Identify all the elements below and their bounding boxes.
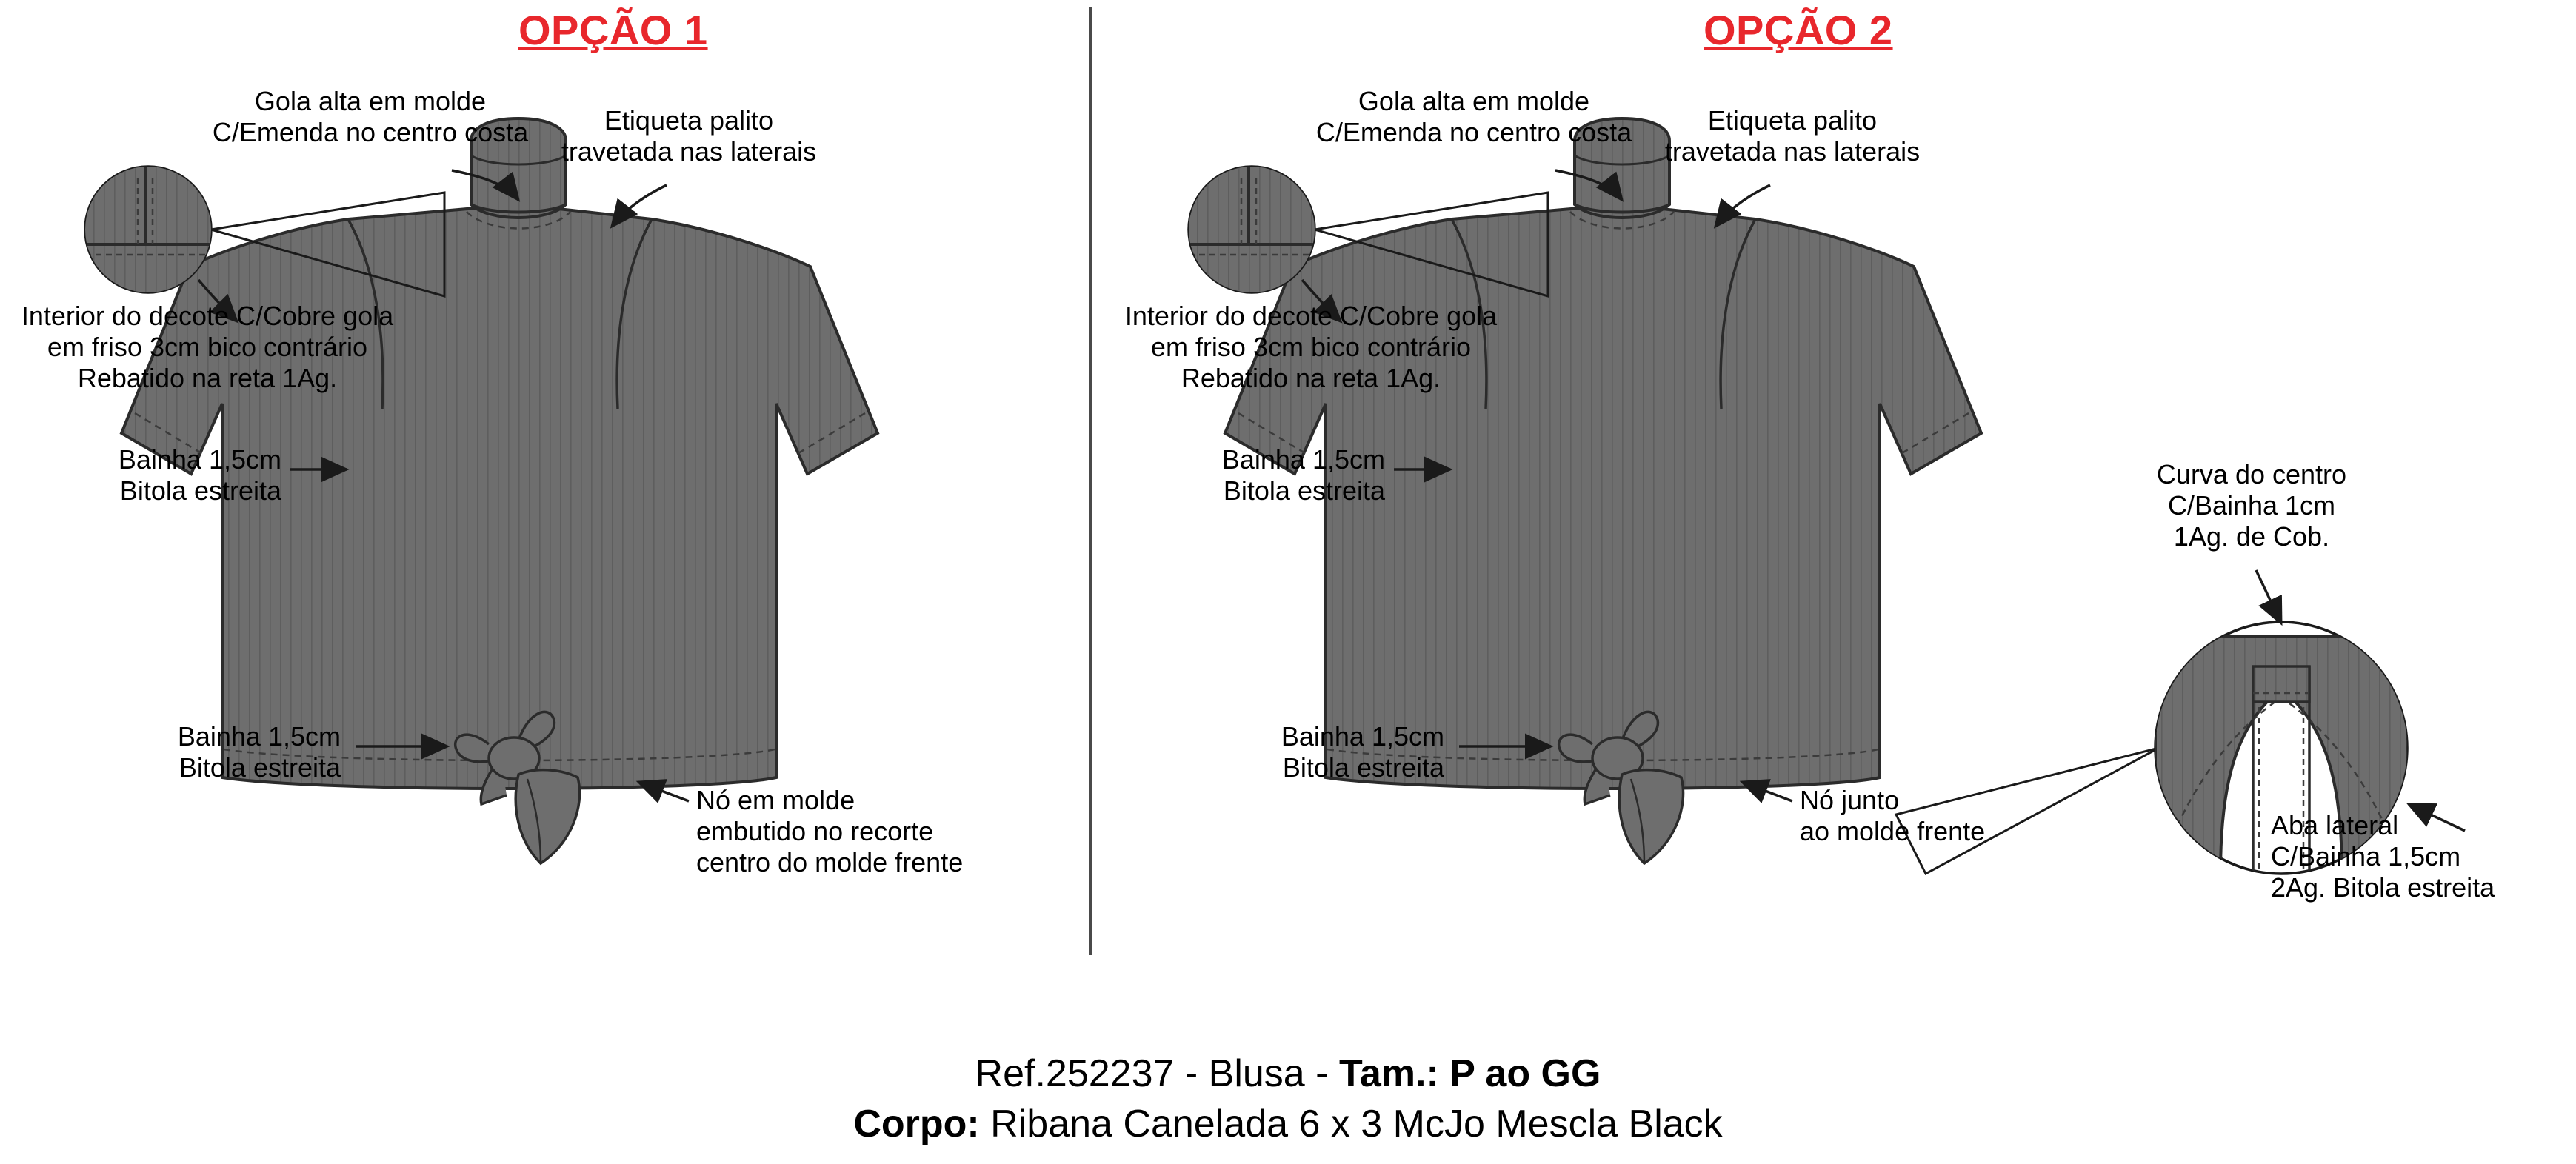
note-center-curve-option-2: Curva do centro C/Bainha 1cm 1Ag. de Cob. [2156, 459, 2347, 552]
option-1-title: OPÇÃO 1 [518, 7, 708, 53]
panel-divider [1089, 7, 1092, 955]
note-neck-inside-option-2: Interior do decote C/Cobre gola em friso 3cm bico contrário Rebatido na reta 1Ag. [1124, 301, 1498, 393]
option-2-title: OPÇÃO 2 [1704, 7, 1893, 53]
footer-reference-line [0, 1050, 2576, 1097]
option-1-panel [0, 0, 1089, 1007]
note-knot-option-1: Nó em molde embutido no recorte centro do molde frente [696, 785, 964, 877]
footer-body-value: Ribana Canelada 6 x 3 McJo Mescla Black [979, 1103, 1723, 1145]
footer-ref-prefix: Ref.252237 - Blusa - [975, 1052, 1339, 1095]
note-bottom-hem-option-1: Bainha 1,5cm Bitola estreita [177, 721, 341, 783]
footer-fabric-line [0, 1100, 2576, 1148]
note-collar-option-1: Gola alta em molde C/Emenda no centro costa [212, 86, 529, 147]
note-collar-option-2: Gola alta em molde C/Emenda no centro costa [1315, 86, 1632, 147]
note-label-option-1: Etiqueta palito travetada nas laterais [561, 105, 817, 167]
note-bottom-hem-option-2: Bainha 1,5cm Bitola estreita [1281, 721, 1444, 783]
note-label-option-2: Etiqueta palito travetada nas laterais [1664, 105, 1921, 167]
note-neck-inside-option-1: Interior do decote C/Cobre gola em friso 3cm bico contrário Rebatido na reta 1Ag. [21, 301, 394, 393]
option-2-panel [1104, 0, 2576, 1007]
note-sleeve-hem-option-2: Bainha 1,5cm Bitola estreita [1221, 444, 1385, 506]
note-sleeve-hem-option-1: Bainha 1,5cm Bitola estreita [118, 444, 281, 506]
note-knot-option-2: Nó junto ao molde frente [1800, 785, 1986, 846]
footer-body-label: Corpo: [853, 1103, 980, 1145]
note-side-flap-option-2: Aba lateral C/Bainha 1,5cm 2Ag. Bitola estreita [2271, 810, 2495, 903]
footer-size-range: Tam.: P ao GG [1338, 1052, 1601, 1095]
